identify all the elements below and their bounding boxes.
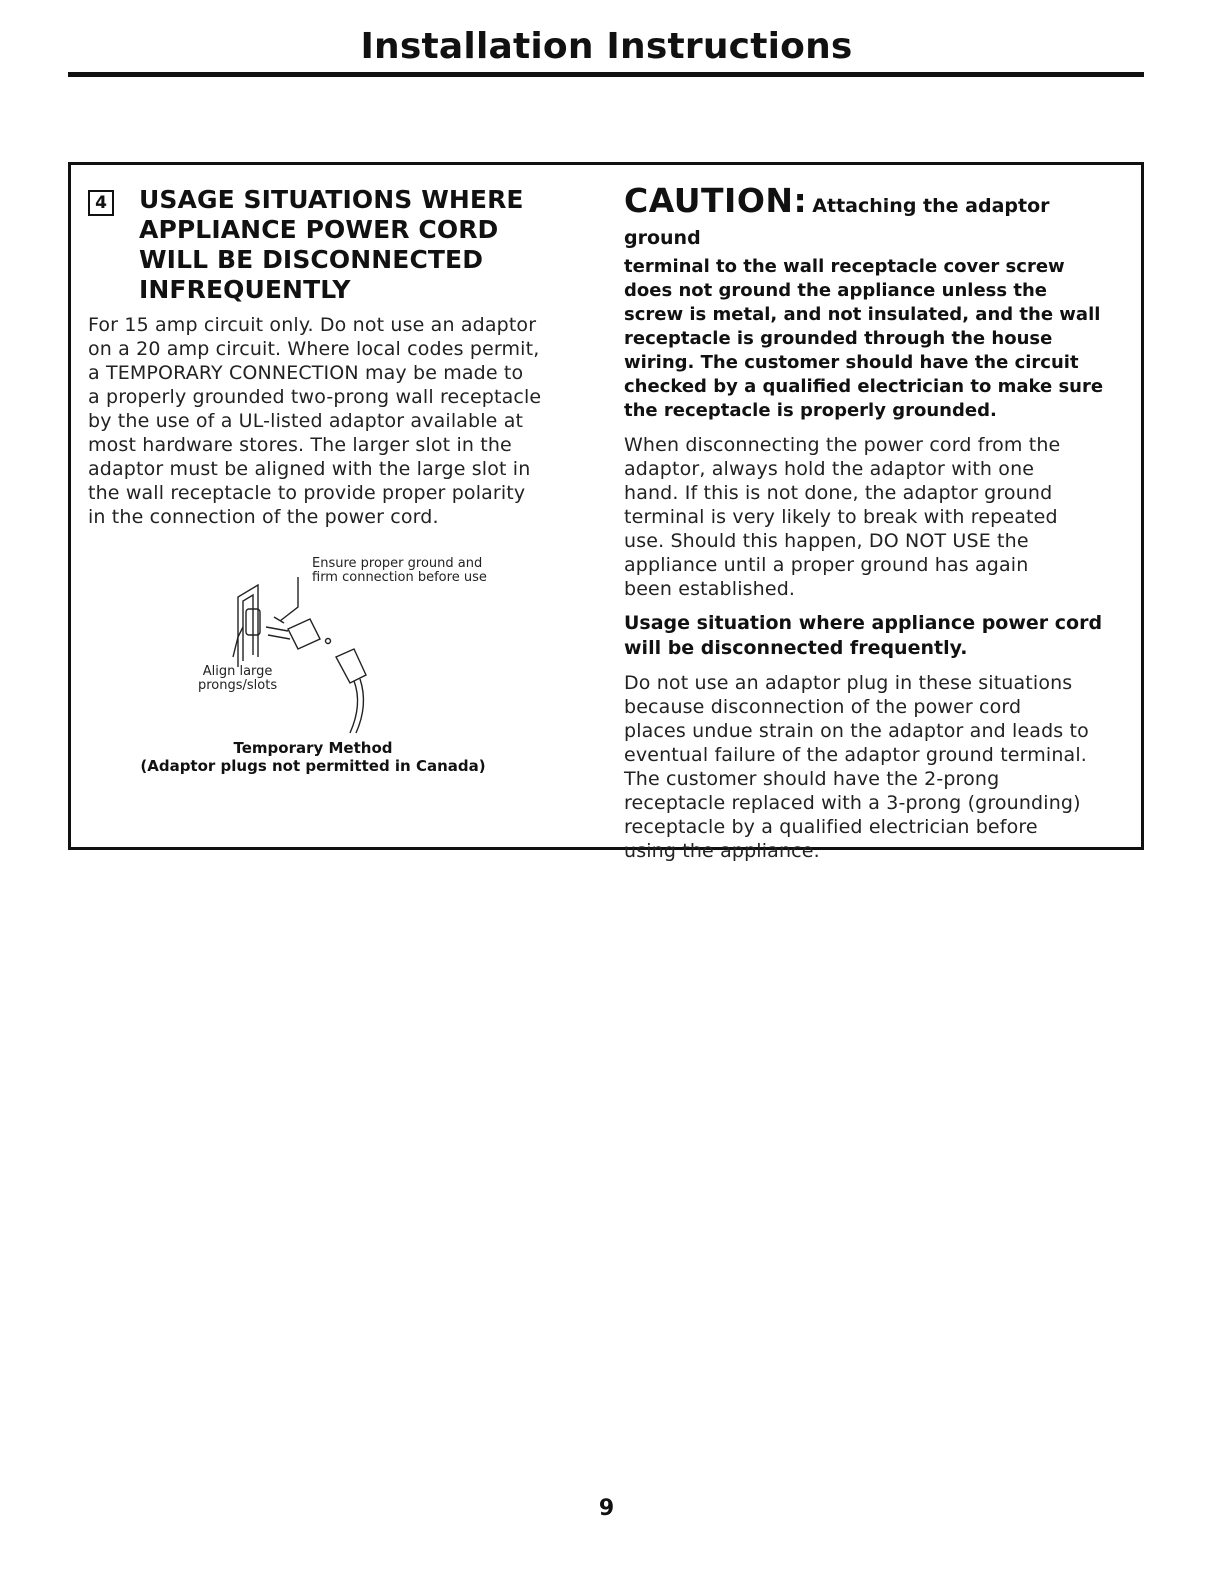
caution-text-line: receptacle is grounded through the house [624, 328, 1053, 349]
text-line: appliance until a proper ground has again [624, 554, 1029, 576]
text-line: adaptor, always hold the adaptor with one [624, 458, 1035, 480]
callout-line: Ensure proper ground and [312, 556, 483, 571]
figure-caption [88, 739, 538, 775]
text-line: terminal is very likely to break with repeated [624, 506, 1058, 528]
heading-line: USAGE SITUATIONS WHERE [139, 185, 524, 214]
left-column [88, 185, 588, 782]
title-rule [68, 72, 1144, 77]
frequent-usage-paragraph [624, 671, 1126, 863]
text-line: The customer should have the 2-prong [624, 768, 1000, 790]
text-line: eventual failure of the adaptor ground terminal. [624, 744, 1087, 766]
ground-tab [274, 617, 284, 623]
text-line: on a 20 amp circuit. Where local codes permit, [88, 338, 540, 360]
disconnect-paragraph [624, 433, 1126, 601]
callout-line: prongs/slots [198, 678, 278, 693]
text-line: a TEMPORARY CONNECTION may be made to [88, 362, 524, 384]
text-line: because disconnection of the power cord [624, 696, 1022, 718]
text-line: use. Should this happen, DO NOT USE the [624, 530, 1029, 552]
text-line: a properly grounded two-prong wall receptacle [88, 386, 542, 408]
adaptor-prongs [266, 627, 290, 639]
caption-line: Temporary Method [233, 739, 393, 757]
subheading-line: will be disconnected frequently. [624, 637, 968, 659]
text-line: When disconnecting the power cord from the [624, 434, 1061, 456]
caption-line: (Adaptor plugs not permitted in Canada) [140, 757, 486, 775]
text-line: For 15 amp circuit only. Do not use an adaptor [88, 314, 537, 336]
caution-block [624, 181, 1126, 423]
instruction-box [68, 162, 1144, 862]
cord-plug [336, 649, 366, 683]
text-line: Do not use an adaptor plug in these situations [624, 672, 1073, 694]
cord-line-1 [350, 681, 357, 733]
caution-label: CAUTION: [624, 181, 808, 220]
page-title: Installation Instructions [360, 26, 853, 67]
text-line: using the appliance. [624, 840, 820, 862]
text-line: by the use of a UL-listed adaptor available at [88, 410, 524, 432]
text-line: in the connection of the power cord. [88, 506, 439, 528]
caution-text-line: wiring. The customer should have the circuit [624, 352, 1079, 373]
screw [326, 639, 331, 644]
heading-line: INFREQUENTLY [139, 275, 351, 304]
callout-line: firm connection before use [312, 570, 487, 585]
adaptor-body [288, 619, 320, 649]
caution-text-line: terminal to the wall receptacle cover screw [624, 256, 1065, 277]
text-line: most hardware stores. The larger slot in the [88, 434, 512, 456]
section-heading [139, 185, 588, 305]
text-line: receptacle by a qualified electrician before [624, 816, 1038, 838]
heading-line: APPLIANCE POWER CORD [139, 215, 499, 244]
ground-leader [280, 577, 298, 621]
callout-line: Align large [202, 664, 273, 679]
caution-text-line: Attaching the adaptor ground [624, 195, 1050, 249]
heading-line: WILL BE DISCONNECTED [139, 245, 484, 274]
text-line: places undue strain on the adaptor and leads to [624, 720, 1089, 742]
text-line: adaptor must be aligned with the large slot in [88, 458, 531, 480]
frequent-usage-heading [624, 611, 1126, 661]
caution-text-line: does not ground the appliance unless the [624, 280, 1047, 301]
wall-inner [243, 595, 253, 661]
text-line: been established. [624, 578, 796, 600]
text-line: hand. If this is not done, the adaptor ground [624, 482, 1053, 504]
caution-text-line: checked by a qualified electrician to make sure [624, 376, 1104, 397]
caution-text-line: screw is metal, and not insulated, and the wall [624, 304, 1101, 325]
page-number: 9 [598, 1496, 615, 1521]
subheading-line: Usage situation where appliance power cord [624, 612, 1103, 634]
caution-first-line [624, 181, 1126, 255]
text-line: the wall receptacle to provide proper polarity [88, 482, 526, 504]
adaptor-figure [88, 557, 588, 782]
callout-align [198, 665, 277, 693]
caution-text-line: the receptacle is properly grounded. [624, 400, 997, 421]
text-line: receptacle replaced with a 3-prong (grounding) [624, 792, 1081, 814]
callout-ground [312, 557, 487, 585]
usage-paragraph [88, 313, 588, 529]
right-column [624, 181, 1126, 863]
step-number-badge: 4 [88, 190, 114, 216]
